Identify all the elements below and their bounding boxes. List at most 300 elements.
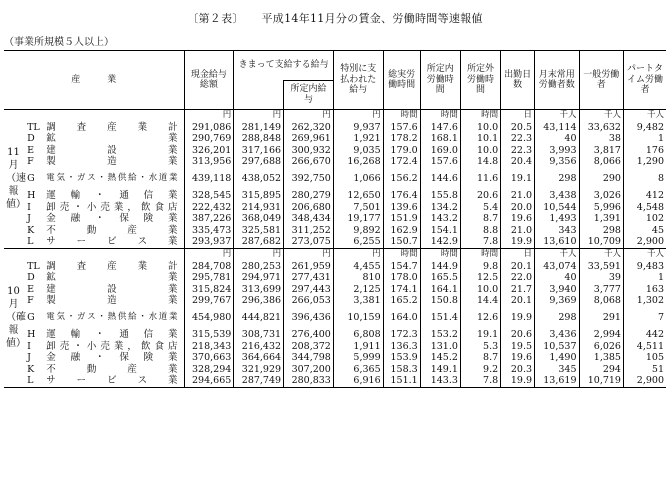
value-cell: 20.1	[501, 295, 535, 307]
value-cell: 328,294	[184, 364, 234, 376]
value-cell: 3,438	[535, 190, 579, 202]
table-row	[4, 272, 666, 284]
unit-cell: 円	[333, 110, 383, 122]
value-cell: 206,680	[284, 202, 334, 214]
industry-name: サービス業	[46, 236, 178, 248]
value-cell: 102	[623, 213, 666, 225]
period-label-part: 報	[8, 325, 19, 337]
value-cell: 291	[579, 307, 623, 329]
table-row	[4, 261, 666, 273]
value-cell: 8.7	[460, 213, 500, 225]
value-cell: 335,473	[184, 225, 234, 237]
industry-code: L	[27, 375, 34, 387]
value-cell: 7.8	[460, 375, 500, 387]
value-cell: 19.5	[501, 341, 535, 353]
value-cell: 43,074	[535, 261, 579, 273]
value-cell: 8.7	[460, 352, 500, 364]
value-cell: 4,548	[623, 202, 666, 214]
industry-code: I	[27, 201, 31, 213]
industry-code: I	[27, 340, 31, 352]
value-cell: 218,343	[184, 341, 234, 353]
industry-code: K	[27, 224, 35, 236]
value-cell: 165.2	[383, 295, 420, 307]
value-cell: 298	[579, 225, 623, 237]
value-cell: 2,994	[579, 329, 623, 341]
value-cell: 5,996	[579, 202, 623, 214]
value-cell: 43,114	[535, 122, 579, 134]
value-cell: 178.0	[383, 272, 420, 284]
industry-name: 電気・ガス・熱供給・水道業	[46, 312, 178, 323]
unit-cell: 時間	[383, 248, 420, 260]
value-cell: 105	[623, 352, 666, 364]
industry-name: 建設業	[46, 144, 178, 156]
value-cell: 10,709	[579, 236, 623, 248]
value-cell: 168.1	[420, 133, 460, 145]
industry-name: 卸売・小売業，飲食店	[46, 201, 178, 213]
value-cell: 14.4	[460, 295, 500, 307]
value-cell: 172.4	[383, 156, 420, 168]
industry-code: TL	[27, 260, 40, 272]
value-cell: 313,956	[184, 156, 234, 168]
industry-name: 製造業	[46, 295, 178, 307]
value-cell: 315,539	[184, 329, 234, 341]
value-cell: 295,781	[184, 272, 234, 284]
col-total-hours: 総実労働時間	[383, 51, 420, 110]
period-label-part: 月	[8, 299, 19, 311]
value-cell: 3,436	[535, 329, 579, 341]
unit-cell: 円	[184, 248, 234, 260]
table-row	[4, 122, 666, 134]
table-row	[4, 307, 666, 329]
value-cell: 287,682	[234, 236, 284, 248]
value-cell: 10.0	[460, 145, 500, 157]
wage-hours-table	[4, 50, 666, 388]
value-cell: 144.6	[420, 168, 460, 190]
value-cell: 154.7	[383, 261, 420, 273]
value-cell: 298	[535, 307, 579, 329]
industry-code: H	[27, 189, 36, 201]
value-cell: 11.6	[460, 168, 500, 190]
value-cell: 4,511	[623, 341, 666, 353]
table-row	[4, 156, 666, 168]
value-cell: 6,255	[333, 236, 383, 248]
value-cell: 8,068	[579, 295, 623, 307]
table-row	[4, 352, 666, 364]
col-total-wage: 現金給与総額	[184, 51, 234, 110]
col-fixed-wage: きまって支給する給与	[234, 51, 334, 81]
value-cell: 281,149	[234, 122, 284, 134]
value-cell: 145.2	[420, 352, 460, 364]
value-cell: 9,892	[333, 225, 383, 237]
unit-cell: 千人	[623, 110, 666, 122]
value-cell: 176	[623, 145, 666, 157]
table-row	[4, 225, 666, 237]
table-row	[4, 284, 666, 296]
value-cell: 155.8	[420, 190, 460, 202]
value-cell: 20.1	[501, 261, 535, 273]
value-cell: 297,443	[284, 284, 334, 296]
value-cell: 444,821	[234, 307, 284, 329]
value-cell: 313,699	[234, 284, 284, 296]
value-cell: 156.2	[383, 168, 420, 190]
value-cell: 454,980	[184, 307, 234, 329]
value-cell: 299,767	[184, 295, 234, 307]
col-industry: 産 業	[4, 51, 184, 110]
industry-code: G	[27, 312, 35, 324]
value-cell: 810	[333, 272, 383, 284]
value-cell: 364,664	[234, 352, 284, 364]
value-cell: 291,086	[184, 122, 234, 134]
value-cell: 20.6	[501, 329, 535, 341]
value-cell: 7.8	[460, 236, 500, 248]
industry-name: 調査産業計	[46, 121, 178, 133]
value-cell: 300,932	[284, 145, 334, 157]
value-cell: 150.7	[383, 236, 420, 248]
value-cell: 131.0	[420, 341, 460, 353]
value-cell: 315,824	[184, 284, 234, 296]
industry-code: F	[27, 156, 34, 168]
value-cell: 442	[623, 329, 666, 341]
table-row	[4, 329, 666, 341]
value-cell: 6,026	[579, 341, 623, 353]
value-cell: 38	[579, 133, 623, 145]
value-cell: 142.9	[420, 236, 460, 248]
value-cell: 3,940	[535, 284, 579, 296]
value-cell: 157.6	[420, 156, 460, 168]
value-cell: 293,937	[184, 236, 234, 248]
table-row	[4, 202, 666, 214]
value-cell: 169.0	[420, 145, 460, 157]
value-cell: 21.0	[501, 225, 535, 237]
table-tag: 〔第２表〕	[187, 12, 244, 25]
value-cell: 1	[623, 133, 666, 145]
value-cell: 3,817	[579, 145, 623, 157]
value-cell: 9,483	[623, 261, 666, 273]
value-cell: 216,432	[234, 341, 284, 353]
period-label-part: 報	[8, 186, 19, 198]
value-cell: 8.8	[460, 225, 500, 237]
value-cell: 21.7	[501, 284, 535, 296]
value-cell: 387,226	[184, 213, 234, 225]
value-cell: 19.1	[501, 168, 535, 190]
value-cell: 6,808	[333, 329, 383, 341]
value-cell: 276,400	[284, 329, 334, 341]
value-cell: 12.5	[460, 272, 500, 284]
value-cell: 10.0	[460, 122, 500, 134]
value-cell: 172.3	[383, 329, 420, 341]
industry-name: 運輸・通信業	[46, 189, 178, 201]
value-cell: 19.9	[501, 307, 535, 329]
value-cell: 19.9	[501, 375, 535, 387]
unit-cell: 円	[333, 248, 383, 260]
value-cell: 10,537	[535, 341, 579, 353]
value-cell: 33,632	[579, 122, 623, 134]
industry-name: 調査産業計	[46, 260, 178, 272]
value-cell: 287,749	[234, 375, 284, 387]
value-cell: 162.9	[383, 225, 420, 237]
industry-code: G	[27, 173, 35, 185]
unit-cell: 円	[284, 110, 334, 122]
value-cell: 20.5	[501, 122, 535, 134]
unit-cell: 時間	[420, 248, 460, 260]
value-cell: 6,916	[333, 375, 383, 387]
value-cell: 40	[535, 133, 579, 145]
value-cell: 438,052	[234, 168, 284, 190]
table-row	[4, 213, 666, 225]
value-cell: 51	[623, 364, 666, 376]
value-cell: 151.4	[420, 307, 460, 329]
value-cell: 412	[623, 190, 666, 202]
value-cell: 164.0	[383, 307, 420, 329]
industry-code: F	[27, 295, 34, 307]
col-days: 出勤日数	[501, 51, 535, 110]
unit-cell: 千人	[579, 248, 623, 260]
value-cell: 151.9	[383, 213, 420, 225]
value-cell: 277,431	[284, 272, 334, 284]
table-row	[4, 145, 666, 157]
value-cell: 321,929	[234, 364, 284, 376]
unit-blank	[23, 248, 184, 260]
table-row	[4, 133, 666, 145]
value-cell: 2,900	[623, 375, 666, 387]
value-cell: 9,356	[535, 156, 579, 168]
value-cell: 144.9	[420, 261, 460, 273]
value-cell: 1,066	[333, 168, 383, 190]
value-cell: 21.0	[501, 190, 535, 202]
value-cell: 5,999	[333, 352, 383, 364]
industry-code: H	[27, 328, 36, 340]
table-heading: 平成14年11月分の賃金、労働時間等速報値	[261, 12, 483, 25]
value-cell: 10,719	[579, 375, 623, 387]
industry-name: 不動産業	[46, 363, 178, 375]
industry-name: サービス業	[46, 375, 178, 387]
value-cell: 396,436	[284, 307, 334, 329]
value-cell: 22.3	[501, 145, 535, 157]
value-cell: 2,900	[623, 236, 666, 248]
value-cell: 4,455	[333, 261, 383, 273]
value-cell: 288,848	[234, 133, 284, 145]
unit-cell: 時間	[383, 110, 420, 122]
industry-name: 建設業	[46, 283, 178, 295]
value-cell: 33,591	[579, 261, 623, 273]
value-cell: 9.2	[460, 364, 500, 376]
industry-code: J	[27, 352, 31, 364]
value-cell: 290,769	[184, 133, 234, 145]
value-cell: 20.0	[501, 202, 535, 214]
value-cell: 262,320	[284, 122, 334, 134]
value-cell: 158.3	[383, 364, 420, 376]
industry-code: K	[27, 363, 35, 375]
unit-cell: 円	[234, 110, 284, 122]
value-cell: 9,369	[535, 295, 579, 307]
period-label	[4, 110, 26, 249]
value-cell: 294	[579, 364, 623, 376]
industry-name: 電気・ガス・熱供給・水道業	[46, 173, 178, 184]
value-cell: 345	[535, 364, 579, 376]
value-cell: 222,432	[184, 202, 234, 214]
col-overtime-hours: 所定外労働時間	[460, 51, 500, 110]
scope-note: （事業所規模５人以上）	[4, 37, 114, 48]
unit-cell: 千人	[535, 110, 579, 122]
col-scheduled-hours: 所定内労働時間	[420, 51, 460, 110]
table-row	[4, 236, 666, 248]
value-cell: 328,545	[184, 190, 234, 202]
industry-code: J	[27, 213, 31, 225]
value-cell: 12.6	[460, 307, 500, 329]
value-cell: 280,253	[234, 261, 284, 273]
table-row	[4, 190, 666, 202]
unit-cell: 日	[501, 248, 535, 260]
col-fixed-blank	[234, 80, 284, 110]
value-cell: 290	[579, 168, 623, 190]
unit-blank	[23, 110, 184, 122]
value-cell: 284,708	[184, 261, 234, 273]
period-label-part: （確	[6, 312, 26, 324]
value-cell: 298	[535, 168, 579, 190]
value-cell: 3,993	[535, 145, 579, 157]
value-cell: 153.2	[420, 329, 460, 341]
industry-name: 運輸・通信業	[46, 328, 178, 340]
col-parttime: パートタイム労働者	[623, 51, 666, 110]
period-label-part: 値）	[6, 199, 26, 211]
value-cell: 5.3	[460, 341, 500, 353]
unit-cell: 円	[284, 248, 334, 260]
value-cell: 143.2	[420, 213, 460, 225]
col-special-wage: 特別に支払われた給与	[333, 51, 383, 110]
value-cell: 20.6	[460, 190, 500, 202]
table-row	[4, 295, 666, 307]
value-cell: 325,581	[234, 225, 284, 237]
value-cell: 1,493	[535, 213, 579, 225]
value-cell: 294,971	[234, 272, 284, 284]
value-cell: 10.1	[460, 133, 500, 145]
industry-name: 鉱業	[46, 272, 178, 284]
value-cell: 1	[623, 272, 666, 284]
industry-code: D	[27, 133, 35, 145]
industry-code: E	[27, 283, 34, 295]
value-cell: 153.9	[383, 352, 420, 364]
value-cell: 7	[623, 307, 666, 329]
value-cell: 154.1	[420, 225, 460, 237]
value-cell: 311,252	[284, 225, 334, 237]
value-cell: 368,049	[234, 213, 284, 225]
value-cell: 19.6	[501, 352, 535, 364]
value-cell: 315,895	[234, 190, 284, 202]
value-cell: 134.2	[420, 202, 460, 214]
value-cell: 45	[623, 225, 666, 237]
value-cell: 1,921	[333, 133, 383, 145]
value-cell: 261,959	[284, 261, 334, 273]
unit-row	[4, 248, 666, 260]
value-cell: 1,290	[623, 156, 666, 168]
value-cell: 266,670	[284, 156, 334, 168]
value-cell: 165.5	[420, 272, 460, 284]
value-cell: 208,372	[284, 341, 334, 353]
table-row	[4, 375, 666, 387]
value-cell: 164.1	[420, 284, 460, 296]
period-label	[4, 248, 26, 387]
value-cell: 139.6	[383, 202, 420, 214]
unit-cell: 時間	[460, 248, 500, 260]
industry-code: E	[27, 144, 34, 156]
value-cell: 1,385	[579, 352, 623, 364]
value-cell: 10.0	[460, 284, 500, 296]
unit-cell: 日	[501, 110, 535, 122]
value-cell: 12,650	[333, 190, 383, 202]
period-label-part: 月	[8, 160, 19, 172]
value-cell: 10,159	[333, 307, 383, 329]
value-cell: 1,490	[535, 352, 579, 364]
value-cell: 307,200	[284, 364, 334, 376]
value-cell: 266,053	[284, 295, 334, 307]
period-label-part: 11	[7, 147, 20, 159]
value-cell: 1,391	[579, 213, 623, 225]
value-cell: 10,544	[535, 202, 579, 214]
unit-cell: 千人	[579, 110, 623, 122]
unit-row	[4, 110, 666, 122]
industry-code: TL	[27, 121, 40, 133]
industry-code: D	[27, 272, 35, 284]
value-cell: 9,482	[623, 122, 666, 134]
industry-name: 卸売・小売業，飲食店	[46, 340, 178, 352]
value-cell: 147.6	[420, 122, 460, 134]
value-cell: 151.1	[383, 375, 420, 387]
table-title	[0, 10, 670, 26]
value-cell: 3,381	[333, 295, 383, 307]
industry-code: L	[27, 236, 34, 248]
value-cell: 280,833	[284, 375, 334, 387]
value-cell: 19.1	[460, 329, 500, 341]
value-cell: 150.8	[420, 295, 460, 307]
value-cell: 6,365	[333, 364, 383, 376]
value-cell: 19,177	[333, 213, 383, 225]
industry-name: 金融・保険業	[46, 352, 178, 364]
value-cell: 39	[579, 272, 623, 284]
industry-name: 鉱業	[46, 133, 178, 145]
value-cell: 3,026	[579, 190, 623, 202]
value-cell: 326,201	[184, 145, 234, 157]
value-cell: 19.6	[501, 213, 535, 225]
value-cell: 19.9	[501, 236, 535, 248]
value-cell: 317,166	[234, 145, 284, 157]
value-cell: 40	[535, 272, 579, 284]
period-label-part: 値）	[6, 338, 26, 350]
value-cell: 14.8	[460, 156, 500, 168]
value-cell: 20.4	[501, 156, 535, 168]
value-cell: 8,066	[579, 156, 623, 168]
col-general: 一般労働者	[579, 51, 623, 110]
value-cell: 392,750	[284, 168, 334, 190]
value-cell: 8	[623, 168, 666, 190]
value-cell: 280,279	[284, 190, 334, 202]
table-row	[4, 341, 666, 353]
value-cell: 9,937	[333, 122, 383, 134]
table-row	[4, 364, 666, 376]
unit-cell: 時間	[420, 110, 460, 122]
col-employees: 月末常用労働者数	[535, 51, 579, 110]
period-label-part: 10	[7, 286, 20, 298]
value-cell: 174.1	[383, 284, 420, 296]
value-cell: 5.4	[460, 202, 500, 214]
value-cell: 9.8	[460, 261, 500, 273]
value-cell: 296,386	[234, 295, 284, 307]
value-cell: 143.3	[420, 375, 460, 387]
value-cell: 9,035	[333, 145, 383, 157]
unit-cell: 時間	[460, 110, 500, 122]
value-cell: 16,268	[333, 156, 383, 168]
value-cell: 13,610	[535, 236, 579, 248]
value-cell: 439,118	[184, 168, 234, 190]
